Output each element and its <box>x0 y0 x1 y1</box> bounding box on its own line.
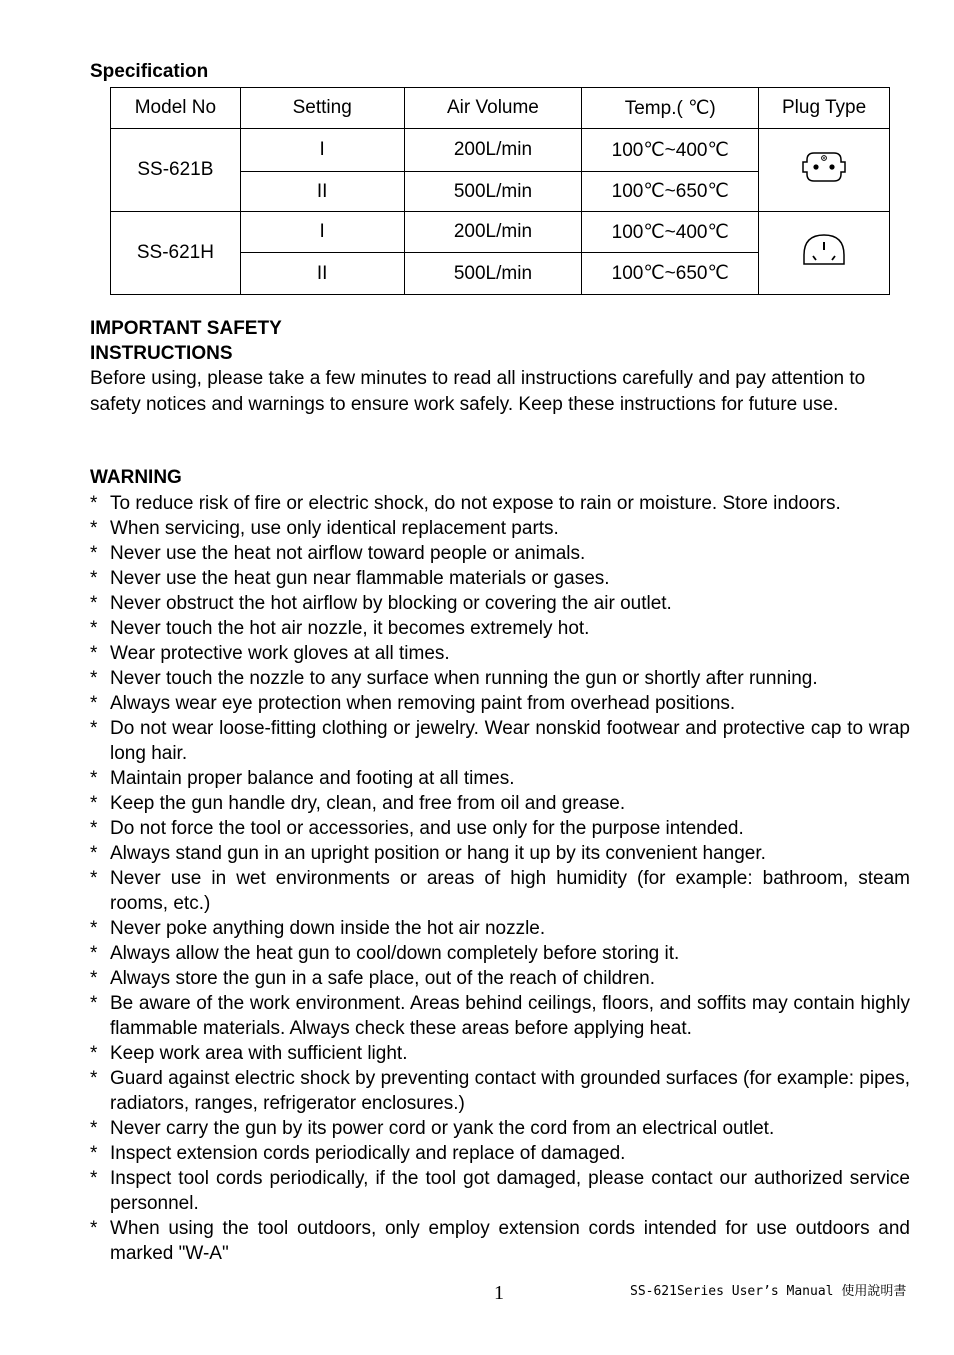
list-item <box>90 991 910 1041</box>
list-item <box>90 791 910 816</box>
list-item <box>90 1166 910 1216</box>
asterisk-bullet: * <box>90 793 98 814</box>
list-item <box>90 966 910 991</box>
warning-text: Never carry the gun by its power cord or yank the cord from an electrical outlet. <box>110 1118 775 1139</box>
warning-text: Wear protective work gloves at all times. <box>110 643 450 664</box>
plug-cell <box>759 129 890 212</box>
asterisk-bullet: * <box>90 943 98 964</box>
asterisk-bullet: * <box>90 1168 98 1189</box>
list-item <box>90 766 910 791</box>
warning-text: Never use the heat gun near flammable materials or gases. <box>110 568 610 589</box>
safety-heading <box>90 316 282 366</box>
asterisk-bullet: * <box>90 568 98 589</box>
warning-text: Do not force the tool or accessories, and use only for the purpose intended. <box>110 818 744 839</box>
table-row <box>111 129 890 172</box>
warning-text: Never poke anything down inside the hot air nozzle. <box>110 918 546 939</box>
temp-cell: 100℃~650℃ <box>582 253 759 295</box>
warning-text: To reduce risk of fire or electric shock, do not expose to rain or moisture. Store indoors. <box>110 493 841 514</box>
air-cell: 200L/min <box>404 212 582 253</box>
warning-text: Never touch the hot air nozzle, it becomes extremely hot. <box>110 618 590 639</box>
setting-cell: I <box>240 129 404 172</box>
header-model: Model No <box>111 88 241 129</box>
warning-text: Always wear eye protection when removing paint from overhead positions. <box>110 693 736 714</box>
list-item <box>90 491 910 516</box>
asterisk-bullet: * <box>90 993 98 1014</box>
warning-text: Keep work area with sufficient light. <box>110 1043 408 1064</box>
asterisk-bullet: * <box>90 718 98 739</box>
warning-text: Never use in wet environments or areas of high humidity (for example: bathroom, steam rooms, etc.) <box>110 868 910 914</box>
asterisk-bullet: * <box>90 768 98 789</box>
list-item <box>90 591 910 616</box>
spec-table <box>110 87 890 295</box>
warning-list <box>90 491 910 1266</box>
safety-intro: Before using, please take a few minutes to read all instructions carefully and pay attention to safety notices and warnings to ensure work safely. Keep these instructions for future use. <box>90 368 866 415</box>
list-item <box>90 866 910 916</box>
list-item <box>90 641 910 666</box>
header-plug-type: Plug Type <box>759 88 890 129</box>
asterisk-bullet: * <box>90 918 98 939</box>
list-item <box>90 1041 910 1066</box>
asterisk-bullet: * <box>90 1118 98 1139</box>
warning-text: Inspect tool cords periodically, if the tool got damaged, please contact our authorized service personnel. <box>110 1168 910 1214</box>
safety-heading-line2: INSTRUCTIONS <box>90 343 233 364</box>
list-item <box>90 716 910 766</box>
warning-text: Inspect extension cords periodically and replace of damaged. <box>110 1143 626 1164</box>
asterisk-bullet: * <box>90 618 98 639</box>
header-setting: Setting <box>240 88 404 129</box>
warning-text: Always stand gun in an upright position or hang it up by its convenient hanger. <box>110 843 766 864</box>
asterisk-bullet: * <box>90 543 98 564</box>
asterisk-bullet: * <box>90 1218 98 1239</box>
spec-heading: Specification <box>90 61 209 82</box>
warning-text: Guard against electric shock by preventing contact with grounded surfaces (for example: pipes, radiators, ranges, refrigerator enclosures.) <box>110 1068 910 1114</box>
warning-text: Do not wear loose-fitting clothing or jewelry. Wear nonskid footwear and protective cap to wrap long hair. <box>110 718 910 764</box>
warning-text: Never touch the nozzle to any surface when running the gun or shortly after running. <box>110 668 818 689</box>
warning-text: Always store the gun in a safe place, out of the reach of children. <box>110 968 655 989</box>
asterisk-bullet: * <box>90 968 98 989</box>
list-item <box>90 691 910 716</box>
list-item <box>90 666 910 691</box>
asterisk-bullet: * <box>90 843 98 864</box>
warning-text: Never obstruct the hot airflow by blocking or covering the air outlet. <box>110 593 672 614</box>
asterisk-bullet: * <box>90 1143 98 1164</box>
schuko-plug-icon <box>801 148 847 192</box>
model-cell: SS-621H <box>111 212 241 295</box>
warning-text: Always allow the heat gun to cool/down completely before storing it. <box>110 943 680 964</box>
plug-cell <box>759 212 890 295</box>
air-cell: 500L/min <box>404 253 582 295</box>
spec-header-row <box>111 88 890 129</box>
page-number: 1 <box>494 1282 504 1304</box>
warning-heading: WARNING <box>90 467 182 488</box>
temp-cell: 100℃~650℃ <box>582 172 759 212</box>
warning-text: Never use the heat not airflow toward people or animals. <box>110 543 586 564</box>
setting-cell: II <box>240 172 404 212</box>
air-cell: 500L/min <box>404 172 582 212</box>
asterisk-bullet: * <box>90 493 98 514</box>
list-item <box>90 1216 910 1266</box>
temp-cell: 100℃~400℃ <box>582 212 759 253</box>
list-item <box>90 616 910 641</box>
list-item <box>90 816 910 841</box>
three-pin-plug-icon <box>800 231 848 275</box>
air-cell: 200L/min <box>404 129 582 172</box>
list-item <box>90 916 910 941</box>
list-item <box>90 541 910 566</box>
asterisk-bullet: * <box>90 693 98 714</box>
asterisk-bullet: * <box>90 593 98 614</box>
asterisk-bullet: * <box>90 643 98 664</box>
asterisk-bullet: * <box>90 1068 98 1089</box>
list-item <box>90 566 910 591</box>
warning-text: When servicing, use only identical replacement parts. <box>110 518 559 539</box>
warning-text: Be aware of the work environment. Areas behind ceilings, floors, and soffits may contain highly flammable materials. Always check these areas before applying heat. <box>110 993 910 1039</box>
list-item <box>90 841 910 866</box>
safety-heading-line1: IMPORTANT SAFETY <box>90 318 282 339</box>
warning-text: When using the tool outdoors, only employ extension cords intended for use outdoors and marked "W-A" <box>110 1218 910 1264</box>
asterisk-bullet: * <box>90 868 98 889</box>
list-item <box>90 941 910 966</box>
table-row <box>111 212 890 253</box>
list-item <box>90 1141 910 1166</box>
manual-title: SS-621Series User’s Manual 使用說明書 <box>630 1284 907 1299</box>
header-temp: Temp.( ℃) <box>582 88 759 129</box>
warning-text: Keep the gun handle dry, clean, and free from oil and grease. <box>110 793 626 814</box>
asterisk-bullet: * <box>90 518 98 539</box>
setting-cell: II <box>240 253 404 295</box>
header-air-volume: Air Volume <box>404 88 582 129</box>
asterisk-bullet: * <box>90 1043 98 1064</box>
setting-cell: I <box>240 212 404 253</box>
asterisk-bullet: * <box>90 818 98 839</box>
warning-text: Maintain proper balance and footing at all times. <box>110 768 515 789</box>
list-item <box>90 1066 910 1116</box>
list-item <box>90 1116 910 1141</box>
model-cell: SS-621B <box>111 129 241 212</box>
list-item <box>90 516 910 541</box>
asterisk-bullet: * <box>90 668 98 689</box>
temp-cell: 100℃~400℃ <box>582 129 759 172</box>
